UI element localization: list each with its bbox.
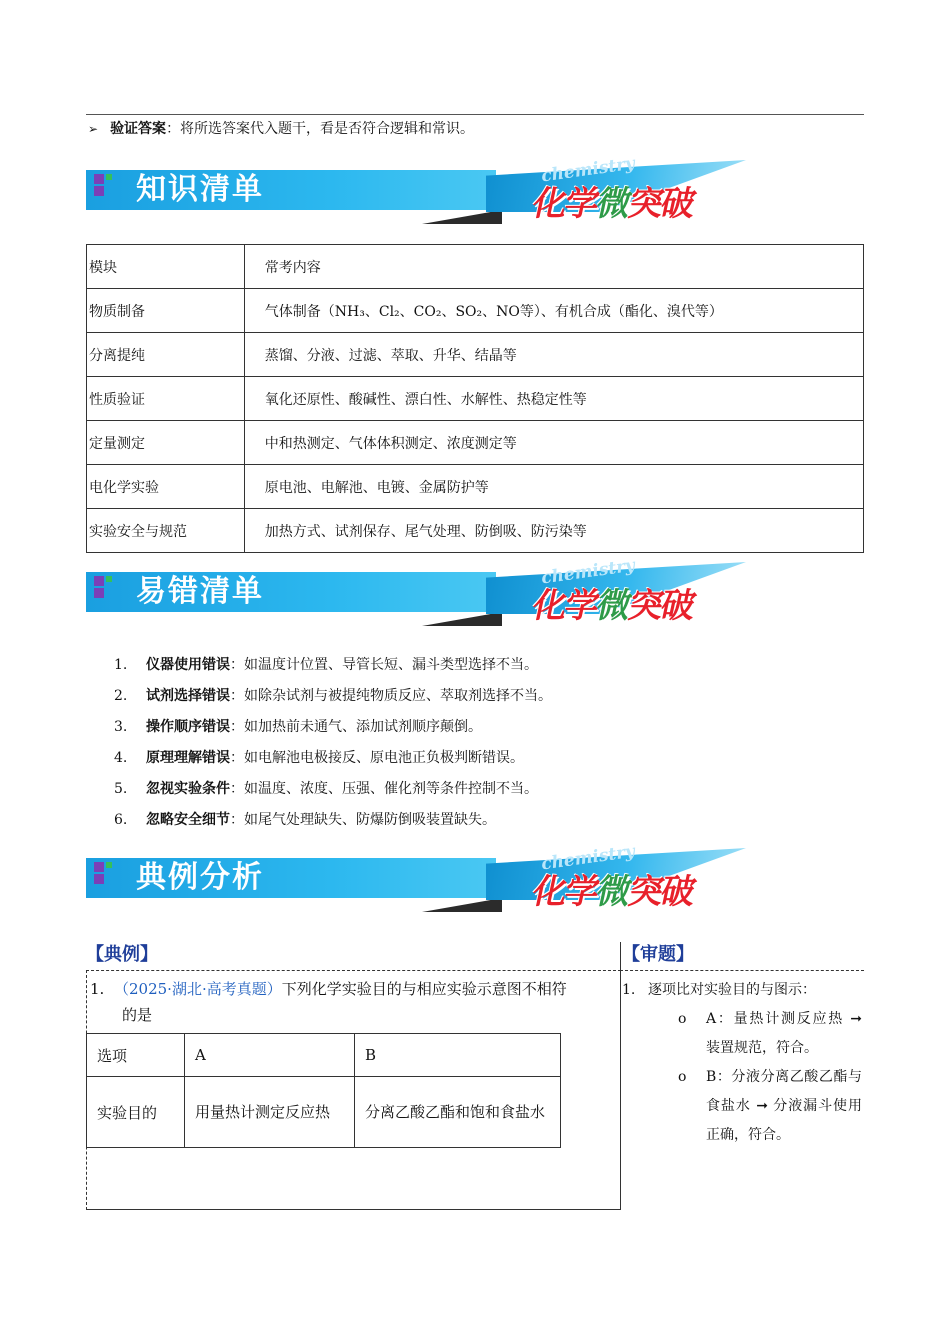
verify-label: 验证答案: [110, 121, 167, 137]
banner-title: 典例分析: [136, 860, 264, 895]
table-cell: 分离提纯: [87, 333, 245, 377]
analysis: [622, 976, 862, 1150]
circle-bullet-icon: o: [678, 1011, 687, 1027]
verify-text: ：将所选答案代入题干，看是否符合逻辑和常识。: [166, 121, 475, 137]
pixel-square-icon: [94, 588, 104, 598]
knowledge-table: [86, 244, 864, 553]
pixel-square-icon: [106, 862, 112, 868]
table-cell: 定量测定: [87, 421, 245, 465]
list-item: 3. 操作顺序错误：如加热前未通气、添加试剂顺序颠倒。: [114, 719, 482, 735]
question-source: （2025·湖北·高考真题）: [114, 980, 282, 998]
circle-bullet-icon: o: [678, 1069, 687, 1085]
banner-dark-stripe: [422, 612, 502, 626]
banner-examples: [86, 841, 766, 920]
analysis-rule: [620, 970, 864, 971]
table-cell: 氧化还原性、酸碱性、漂白性、水解性、热稳定性等: [244, 377, 863, 421]
pixel-square-icon: [94, 874, 104, 884]
table-header-cell: 常考内容: [244, 245, 863, 289]
options-table: [86, 1033, 561, 1148]
table-cell: 电化学实验: [87, 465, 245, 509]
table-row: [87, 333, 864, 377]
analysis-bullet: o A：量热计测反应热 ➞ 装置规范，符合。: [622, 1005, 862, 1063]
question: [90, 976, 615, 1028]
table-row: [87, 421, 864, 465]
pixel-square-icon: [106, 576, 112, 582]
column-divider: [620, 942, 621, 1210]
banner-knowledge: [86, 153, 766, 232]
chemistry-word: chemistry: [540, 841, 637, 875]
table-row: [87, 1034, 561, 1077]
arrow-bullet-icon: ➢: [88, 122, 99, 136]
table-header-cell: 选项: [87, 1034, 185, 1077]
list-item: 6. 忽略安全细节：如尾气处理缺失、防爆防倒吸装置缺失。: [114, 812, 496, 828]
table-header-cell: 模块: [87, 245, 245, 289]
table-row: [87, 1077, 561, 1148]
table-cell: 性质验证: [87, 377, 245, 421]
brand-logo: 化学微突破: [529, 184, 698, 224]
banner-title: 知识清单: [136, 172, 264, 207]
table-cell: 物质制备: [87, 289, 245, 333]
pixel-square-icon: [94, 174, 104, 184]
table-row: [87, 465, 864, 509]
analysis-bullet: o B：分液分离乙酸乙酯与食盐水 ➞ 分液漏斗使用正确，符合。: [622, 1063, 862, 1150]
example-header: 【典例】: [86, 944, 158, 965]
list-item: 2. 试剂选择错误：如除杂试剂与被提纯物质反应、萃取剂选择不当。: [114, 688, 552, 704]
table-header-cell: B: [355, 1034, 561, 1077]
table-cell: 中和热测定、气体体积测定、浓度测定等: [244, 421, 863, 465]
pixel-square-icon: [106, 174, 112, 180]
chemistry-word: chemistry: [540, 153, 637, 187]
chemistry-word: chemistry: [540, 555, 637, 589]
banner-title: 易错清单: [136, 574, 264, 609]
brand-logo: 化学微突破: [529, 586, 698, 626]
pixel-square-icon: [94, 862, 104, 872]
pixel-square-icon: [94, 576, 104, 586]
list-item: 4. 原理理解错误：如电解池电极接反、原电池正负极判断错误。: [114, 750, 524, 766]
brand-logo: 化学微突破: [529, 872, 698, 912]
banner-dark-stripe: [422, 898, 502, 912]
table-cell: 用量热计测定反应热: [185, 1077, 355, 1148]
header-rule: [86, 114, 864, 115]
table-row: [87, 245, 864, 289]
analysis-header: 【审题】: [622, 944, 694, 965]
table-row: [87, 509, 864, 553]
table-row: [87, 377, 864, 421]
analysis-intro: 1. 逐项比对实验目的与图示：: [622, 982, 816, 998]
table-cell: 分离乙酸乙酯和饱和食盐水: [355, 1077, 561, 1148]
list-item: 5. 忽视实验条件：如温度、浓度、压强、催化剂等条件控制不当。: [114, 781, 538, 797]
pixel-square-icon: [94, 186, 104, 196]
verify-answer-line: [88, 118, 474, 138]
table-cell: 加热方式、试剂保存、尾气处理、防倒吸、防污染等: [244, 509, 863, 553]
table-cell: 蒸馏、分液、过滤、萃取、升华、结晶等: [244, 333, 863, 377]
list-item: 1. 仪器使用错误：如温度计位置、导管长短、漏斗类型选择不当。: [114, 657, 538, 673]
table-cell: 原电池、电解池、电镀、金属防护等: [244, 465, 863, 509]
error-list: [114, 654, 552, 840]
table-cell: 实验安全与规范: [87, 509, 245, 553]
question-text: 下列化学实验目的与相应实验示意图不相符: [281, 980, 567, 998]
question-text-cont: 的是: [122, 1006, 153, 1024]
table-cell: 实验目的: [87, 1077, 185, 1148]
table-row: [87, 289, 864, 333]
table-cell: 气体制备（NH₃、Cl₂、CO₂、SO₂、NO等）、有机合成（酯化、溴代等）: [244, 289, 863, 333]
banner-errors: [86, 555, 766, 634]
banner-dark-stripe: [422, 210, 502, 224]
table-header-cell: A: [185, 1034, 355, 1077]
question-number: 1.: [90, 980, 105, 998]
